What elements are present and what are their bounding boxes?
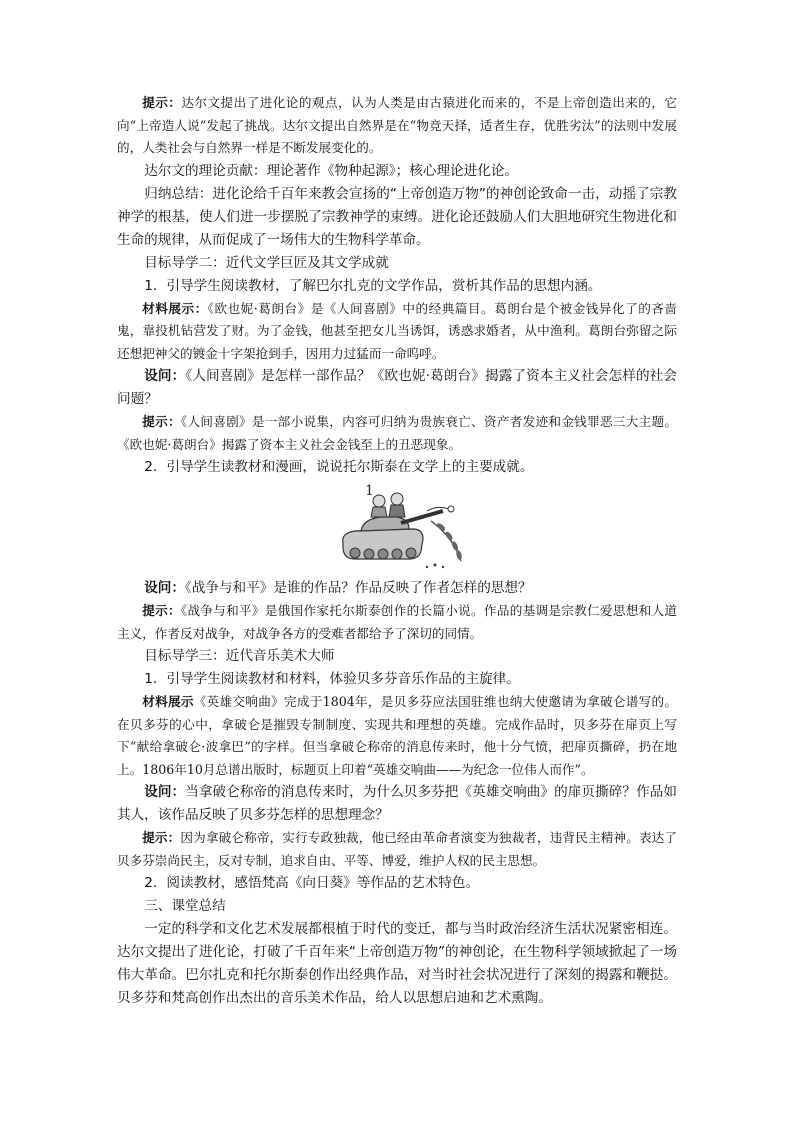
paragraph: [117, 298, 677, 366]
document-page: [117, 92, 677, 1010]
paragraph-text: 三、课堂总结: [144, 898, 226, 914]
paragraph: [117, 691, 677, 781]
paragraph: [117, 668, 677, 691]
paragraph-text: 《人间喜剧》是一部小说集，内容可归纳为贵族衰亡、资产者发迹和金钱罪恶三大主题。《欧也妮·葛朗台》揭露了资本主义社会金钱至上的丑恶现象。: [117, 414, 677, 452]
paragraph-text: 《英雄交响曲》完成于1804年，是贝多芬应法国驻维也纳大使邀请为拿破仑谱写的。在贝多芬的心中，拿破仑是摧毁专制制度、实现共和理想的英雄。完成作品时，贝多芬在扉页上写下“献给拿破仑·波拿巴”的字样。但当拿破仑称帝的消息传来时，他十分气愤，把扉页撕碎，扔在地上。1806年10月总谱出版时，标题页上印着“英雄交响曲——为纪念一位伟人而作”。: [117, 694, 678, 777]
paragraph-label: 提示：: [142, 830, 181, 845]
paragraph-label: 设问：: [144, 580, 185, 596]
paragraph-text: 当拿破仑称帝的消息传来时，为什么贝多芬把《英雄交响曲》的扉页撕碎？作品如其人，该作品反映了贝多芬怎样的思想理念？: [117, 784, 678, 823]
paragraph-text: 达尔文的理论贡献：理论著作《物种起源》；核心理论进化论。: [144, 162, 519, 179]
paragraph-text: 目标导学三：近代音乐美术大师: [144, 648, 335, 664]
paragraph-text: 《欧也妮·葛朗台》是《人间喜剧》中的经典篇目。葛朗台是个被金钱异化了的吝啬鬼，靠投机钻营发了财。为了金钱，他甚至把女儿当诱饵，诱惑求婚者，从中渔利。葛朗台弥留之际还想把神父的镀金十字架抢到手，因用力过猛而一命呜呼。: [117, 300, 677, 361]
paragraph-text: 因为拿破仑称帝，实行专政独裁，他已经由革命者演变为独裁者，违背民主精神。表达了贝多芬崇尚民主，反对专制，追求自由、平等、博爱，维护人权的民主思想。: [117, 830, 678, 868]
paragraph-text: 2．阅读教材，感悟梵高《向日葵》等作品的艺术特色。: [144, 875, 480, 891]
paragraph: [117, 600, 677, 645]
paragraph-label: 设问：: [144, 784, 186, 800]
paragraph-text: 达尔文提出了进化论的观点，认为人类是由古猿进化而来的，不是上帝创造出来的，它向“上帝造人说”发起了挑战。达尔文提出自然界是在“物竞天择，适者生存，优胜劣汰”的法则中发展的，人类社会与自然界一样是不断发展变化的。: [117, 95, 678, 155]
paragraph-label: 提示：: [142, 95, 182, 110]
text-block-2: [117, 577, 677, 1010]
paragraph: [117, 252, 677, 275]
cartoon-figure: [117, 481, 677, 573]
paragraph-text: 《战争与和平》是俄国作家托尔斯泰创作的长篇小说。作品的基调是宗教仁爱思想和人道主义，作者反对战争，对战争各方的受难者都给予了深切的同情。: [117, 603, 677, 641]
text-block-1: [117, 92, 677, 479]
paragraph: [117, 577, 677, 600]
paragraph: [117, 411, 677, 456]
paragraph-text: 《人间喜剧》是怎样一部作品？《欧也妮·葛朗台》揭露了资本主义社会怎样的社会问题？: [117, 368, 677, 407]
paragraph-text: 1．引导学生阅读教材和材料，体验贝多芬音乐作品的主旋律。: [144, 671, 520, 687]
paragraph-text: 目标导学二：近代文学巨匠及其文学成就: [144, 254, 389, 271]
paragraph-text: 归纳总结：进化论给千百年来教会宣扬的“上帝创造万物”的神创论致命一击，动摇了宗教神学的根基，使人们进一步摆脱了宗教神学的束缚。进化论还鼓励人们大胆地研究生物进化和生命的规律，从而促成了一场伟大的生物科学革命。: [117, 185, 677, 248]
paragraph-label: 材料展示: [142, 694, 194, 709]
paragraph: [117, 365, 677, 411]
paragraph: [117, 92, 677, 160]
tank-cartoon-illustration: [331, 481, 481, 571]
paragraph: [117, 781, 677, 827]
paragraph: [117, 275, 677, 298]
paragraph-label: 设问：: [144, 368, 186, 384]
paragraph: [117, 827, 677, 872]
paragraph: [117, 872, 677, 895]
paragraph: [117, 183, 677, 252]
paragraph: [117, 645, 677, 668]
paragraph-text: 一定的科学和文化艺术发展都根植于时代的变迁，都与当时政治经济生活状况紧密相连。达尔文提出了进化论，打破了千百年来“上帝创造万物”的神创论，在生物科学领域掀起了一场伟大革命。巴尔扎克和托尔斯泰创作出经典作品，对当时社会状况进行了深刻的揭露和鞭挞。贝多芬和梵高创作出杰出的音乐美术作品，给人以思想启迪和艺术熏陶。: [117, 921, 677, 1006]
paragraph-label: 材料展示：: [142, 300, 208, 316]
paragraph-text: 1．引导学生阅读教材，了解巴尔扎克的文学作品，赏析其作品的思想内涵。: [144, 277, 602, 294]
paragraph-label: 提示：: [142, 603, 181, 618]
paragraph-label: 提示：: [142, 414, 181, 429]
paragraph: [117, 456, 677, 479]
paragraph: [117, 160, 677, 183]
paragraph-text: 《战争与和平》是谁的作品？作品反映了作者怎样的思想？: [184, 580, 532, 596]
paragraph: [117, 895, 677, 918]
paragraph: [117, 918, 677, 1010]
figure-number: 1: [365, 483, 374, 499]
paragraph-text: 2．引导学生读教材和漫画，说说托尔斯泰在文学上的主要成就。: [144, 459, 534, 475]
